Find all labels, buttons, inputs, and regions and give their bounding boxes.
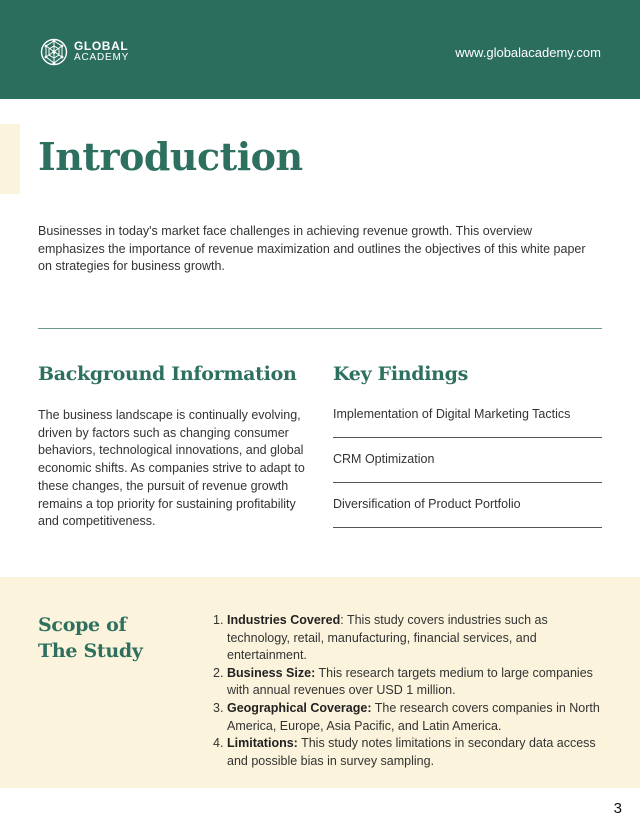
logo-wordmark [74,41,129,63]
scope-item-label: Industries Covered [227,613,341,627]
background-heading: Background Information [38,363,297,385]
key-findings-heading: Key Findings [333,363,469,385]
scope-item-limitations [213,735,605,770]
scope-item-text: This research targets medium to large companies with annual revenues over USD 1 million. [227,665,593,698]
scope-item-text: The research covers companies in North America, Europe, Asia Pacific, and Latin America. [227,700,600,733]
scope-item-label: Limitations: [227,736,298,751]
page-number: 3 [613,800,622,817]
scope-item-text: This study notes limitations in secondary data access and possible bias in survey sampling. [227,736,596,768]
scope-item-industries [213,612,605,665]
title-accent-bar [0,124,20,194]
intro-paragraph: Businesses in today's market face challenges in achieving revenue growth. This overview emphasizes the importance of revenue maximization and outlines the objectives of this white paper on strategies for business growth. [38,224,586,274]
scope-heading-line2: The Study [38,640,143,662]
scope-item-business-size [213,665,605,700]
scope-item-number: 4. [213,736,224,751]
scope-heading-line1: Scope of [38,614,127,636]
key-findings-list [333,393,602,528]
scope-list [213,612,605,770]
page-header [0,0,640,99]
scope-item-separator: : [340,613,344,627]
logo-line-global: GLOBAL [74,39,129,53]
scope-item-number: 2. [213,665,224,680]
scope-heading [38,612,198,664]
scope-item-text: This study covers industries such as technology, retail, manufacturing, financial services, and entertainment. [227,613,548,663]
scope-item-number: 3. [213,700,224,715]
scope-item-label: Geographical Coverage: [227,700,372,715]
section-divider [38,328,602,329]
key-finding-item: Diversification of Product Portfolio [333,483,602,528]
key-finding-item: CRM Optimization [333,438,602,483]
website-url[interactable]: www.globalacademy.com [455,45,601,60]
globe-logo-icon [40,38,68,66]
key-finding-item: Implementation of Digital Marketing Tactics [333,393,602,438]
background-paragraph: The business landscape is continually evolving, driven by factors such as changing consumer behaviors, technological innovations, and global economic shifts. As companies strive to adapt to these changes, the pursuit of revenue growth remains a top priority for sustaining profitability and competitiveness. [38,408,305,529]
page-title: Introduction [38,134,303,179]
logo-line-academy: ACADEMY [74,52,130,63]
scope-item-number: 1. [213,613,224,627]
scope-item-geography [213,700,605,735]
scope-item-label: Business Size: [227,665,316,680]
